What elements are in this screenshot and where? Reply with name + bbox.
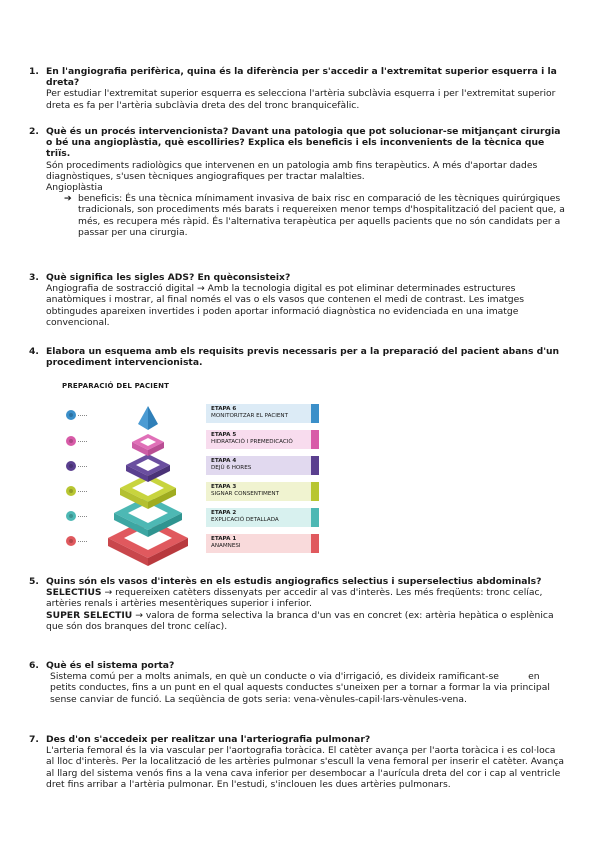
stage-6-connector <box>78 415 87 416</box>
stage-2-tag <box>206 508 319 527</box>
stage-4-tag <box>206 456 319 475</box>
question-number: 5. <box>29 576 39 587</box>
question-3 <box>29 272 566 328</box>
stage-1-marker <box>66 536 76 546</box>
bullet-item <box>46 193 566 238</box>
stage-label: ETAPA 3 <box>211 484 237 490</box>
stage-3-marker <box>66 486 76 496</box>
stage-5-tag <box>206 430 319 449</box>
stage-3-tag <box>206 482 319 501</box>
selective-label: SELECTIUS <box>46 587 102 599</box>
stage-text: DEJÚ 6 HORES <box>211 465 252 471</box>
question-1 <box>29 66 566 111</box>
stage-5-connector <box>78 441 87 442</box>
question-5 <box>29 576 566 632</box>
question-6 <box>29 660 566 705</box>
stage-text: EXPLICACIÓ DETALLADA <box>211 517 279 523</box>
stage-text: MONITORITZAR EL PACIENT <box>211 413 289 419</box>
stage-label: ETAPA 5 <box>211 432 237 438</box>
pyramid-layer-4 <box>126 454 170 482</box>
stage-4-marker <box>66 461 76 471</box>
stage-label: ETAPA 2 <box>211 510 237 516</box>
question-4 <box>29 346 566 369</box>
question-title: En l'angiografia perifèrica, quina és la diferència per s'accedir a l'extremitat superior esquerra i la dreta? <box>46 66 557 89</box>
answer-superselective <box>46 610 566 632</box>
pyramid-layer-6 <box>138 406 158 430</box>
question-title: Què significa les sigles ADS? En quèconsisteix? <box>46 272 291 283</box>
stage-label: ETAPA 4 <box>211 458 237 464</box>
question-2 <box>29 126 566 238</box>
stage-text: HIDRATACIÓ I PREMEDICACIÓ <box>211 439 293 445</box>
question-number: 3. <box>29 272 39 283</box>
stage-text: ANAMNESI <box>211 543 241 549</box>
pyramid-layer-5 <box>132 434 164 456</box>
question-number: 6. <box>29 660 39 671</box>
selective-text: → requereixen catèters dissenyats per accedir al vas d'interès. Les més freqüents: tronc celíac, artèries renals i artèries mesentèriques superior i inferior. <box>46 587 543 610</box>
bullet-text: beneficis: És una tècnica mínimament invasiva de baix risc en comparació de les tècniques quirúrgiques tradicionals, son procediments més barats i requereixen menor temps d'hospitalització del pacient que, a més, es recupera més ràpid. És l'alternativa terapèutica per aquells pacients que no són candidats per a passar per una cirurgia. <box>78 193 565 238</box>
stage-1-tag <box>206 534 319 553</box>
question-number: 2. <box>29 126 39 137</box>
stage-2-connector <box>78 516 87 517</box>
question-7 <box>29 734 566 790</box>
answer-text: Són procediments radiològics que intervenen en un patologia amb fins terapèutics. A més d'aportar dades diagnòstiques, s'usen tècniques angiografiques per tractar malalties. <box>46 159 538 182</box>
stage-4-connector <box>78 466 87 467</box>
stage-6-marker <box>66 410 76 420</box>
question-number: 7. <box>29 734 39 745</box>
answer-selective <box>46 587 566 609</box>
answer-text: Sistema comú per a molts animals, en què un conducte o via d'irrigació, es divideix ramificant-se en petits conductes, fins a un punt en el qual aquests conductes s'uneixen per a tornar a formar la via principal sense canviar de funció. La seqüència de gots seria: vena-vènules-capil·lars-vènules-vena. <box>50 671 553 705</box>
answer-text: Angiografia de sostracció digital → Amb la tecnologia digital es pot eliminar determinades estructures anatòmiques i mostrar, al final només el vas o els vasos que contenen el medi de contrast. Les imatges obtingudes apareixen invertides i poden aportar informació diagnòstica no evidenciada en una imatge convencional. <box>46 283 525 328</box>
question-title: Elabora un esquema amb els requisits previs necessaris per a la preparació del pacient abans d'un procediment intervencionista. <box>46 346 560 369</box>
answer-text: L'arteria femoral és la via vascular per l'aortografia toràcica. El catèter avança per l'aorta toràcica i es col·loca al lloc d'interès. Per la localització de les artèries pulmonar s'escull la vena femoral per inserir el catèter. Avança al llarg del sistema venós fins a la vena cava inferior per desembocar a l'aurícula dreta del cor i cap al ventricle dret fins arribar a l'artèria pulmonar. En l'estudi, s'inclouen les dues artèries pulmonars. <box>46 745 565 790</box>
stage-label: ETAPA 1 <box>211 536 237 542</box>
stage-3-connector <box>78 491 87 492</box>
answer-subheading: Angioplàstia <box>46 182 103 194</box>
question-number: 4. <box>29 346 39 357</box>
question-number: 1. <box>29 66 39 77</box>
stage-5-marker <box>66 436 76 446</box>
question-title: Quins són els vasos d'interès en els estudis angiografics selectius i superselectius abdominals? <box>46 576 542 587</box>
patient-preparation-infographic <box>62 380 324 570</box>
stage-label: ETAPA 6 <box>211 406 237 412</box>
infographic-title: PREPARACIÓ DEL PACIENT <box>62 382 170 390</box>
superselective-text: → valora de forma selectiva la branca d'un vas en concret (ex: artèria hepàtica o esplènica que són dos branques del tronc celíac). <box>46 609 554 632</box>
stage-2-marker <box>66 511 76 521</box>
question-title: Què és un procés intervencionista? Davant una patologia que pot solucionar-se mitjançant cirurgia o bé una angioplàstia, què escolliries? Explica els beneficis i els inconvenients de la tècnica que triïs. <box>46 126 561 160</box>
stage-1-connector <box>78 541 87 542</box>
stage-6-tag <box>206 404 319 423</box>
question-title: Des d'on s'accedeix per realitzar una l'arteriografia pulmonar? <box>46 734 371 745</box>
question-title: Què és el sistema porta? <box>46 660 175 671</box>
superselective-label: SUPER SELECTIU <box>46 609 133 621</box>
stage-text: SIGNAR CONSENTIMENT <box>211 491 280 497</box>
answer-text: Per estudiar l'extremitat superior esquerra es selecciona l'artèria subclàvia esquerra i per l'extremitat superior dreta es fa per l'artèria subclàvia dreta des del tronc branquicefàlic. <box>46 88 556 111</box>
arrow-icon: ➔ <box>64 193 72 205</box>
